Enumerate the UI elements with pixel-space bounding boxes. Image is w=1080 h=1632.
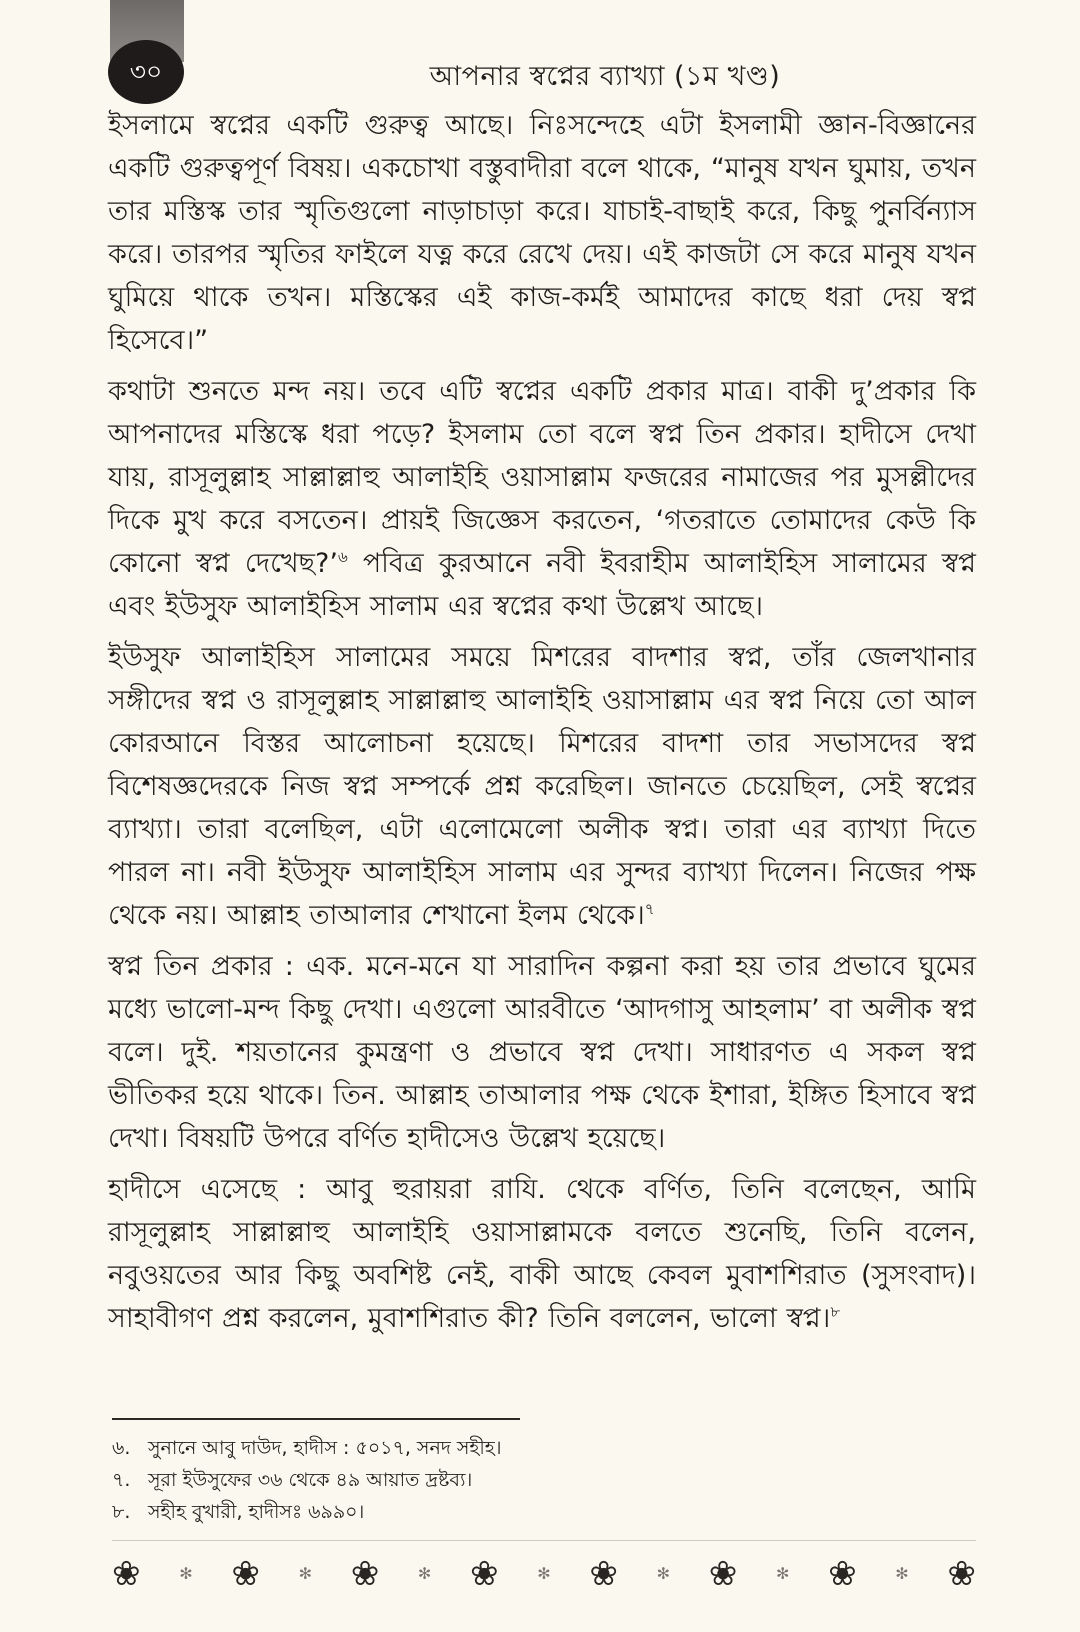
footnote-number: ৬.	[112, 1437, 131, 1459]
footnote-number: ৭.	[112, 1469, 131, 1491]
small-flower-ornament-icon: ✻	[656, 1564, 670, 1583]
footnote-6	[112, 1432, 972, 1464]
paragraph-text: স্বপ্ন তিন প্রকার : এক. মনে-মনে যা সারাদিন কল্পনা করা হয় তার প্রভাবে ঘুমের মধ্যে ভালো-মন্দ কিছু দেখা। এগুলো আরবীতে ‘আদগাসু আহলাম’ বা অলীক স্বপ্ন বলে। দুই. শয়তানের কুমন্ত্রণা ও প্রভাবে স্বপ্ন দেখা। সাধারণত এ সকল স্বপ্ন ভীতিকর হয়ে থাকে। তিন. আল্লাহ তাআলার পক্ষ থেকে ইশারা, ইঙ্গিত হিসাবে স্বপ্ন দেখা। বিষয়টি উপরে বর্ণিত হাদীসেও উল্লেখ হয়েছে।	[108, 951, 976, 1154]
footnote-number: ৮.	[112, 1501, 131, 1523]
small-flower-ornament-icon: ✻	[417, 1564, 432, 1583]
paragraph-5	[108, 1168, 976, 1340]
footnote-text: সহীহ বুখারী, হাদীসঃ ৬৯৯০।	[148, 1501, 365, 1523]
footnote-ref-6[interactable]: ৬	[337, 548, 348, 566]
flower-ornament-icon: ❀	[350, 1554, 380, 1594]
paragraph-text: ইসলামে স্বপ্নের একটি গুরুত্ব আছে। নিঃসন্দেহে এটা ইসলামী জ্ঞান-বিজ্ঞানের একটি গুরুত্বপূর্ণ বিষয়। একচোখা বস্তুবাদীরা বলে থাকে, “মানুষ যখন ঘুমায়, তখন তার মস্তিস্ক তার স্মৃতিগুলো নাড়াচাড়া করে। যাচাই-বাছাই করে, কিছু পুনর্বিন্যাস করে। তারপর স্মৃতির ফাইলে যত্ন করে রেখে দেয়। এই কাজটা সে করে মানুষ যখন ঘুমিয়ে থাকে তখন। মস্তিস্কের এই কাজ-কর্মই আমাদের কাছে ধরা দেয় স্বপ্ন হিসেবে।”	[108, 110, 976, 356]
flower-ornament-icon: ❀	[231, 1554, 260, 1594]
paragraph-text: হাদীসে এসেছে : আবু হুরায়রা রাযি. থেকে বর্ণিত, তিনি বলেছেন, আমি রাসূলুল্লাহ সাল্লাল্লাহু আলাইহি ওয়াসাল্লামকে বলতে শুনেছি, তিনি বলেন, নবুওয়তের আর কিছু অবশিষ্ট নেই, বাকী আছে কেবল মুবাশশিরাত (সুসংবাদ)। সাহাবীগণ প্রশ্ন করলেন, মুবাশশিরাত কী? তিনি বললেন, ভালো স্বপ্ন।	[108, 1174, 976, 1334]
paragraph-1	[108, 104, 976, 362]
footnote-ref-7[interactable]: ৭	[644, 900, 655, 918]
flower-ornament-icon: ❀	[470, 1554, 499, 1594]
paragraph-3	[108, 636, 976, 937]
small-flower-ornament-icon: ✻	[179, 1564, 193, 1583]
paragraph-text: কথাটা শুনতে মন্দ নয়। তবে এটি স্বপ্নের একটি প্রকার মাত্র। বাকী দু’প্রকার কি আপনাদের মস্তিস্কে ধরা পড়ে? ইসলাম তো বলে স্বপ্ন তিন প্রকার। হাদীসে দেখা যায়, রাসূলুল্লাহ সাল্লাল্লাহু আলাইহি ওয়াসাল্লাম ফজরের নামাজের পর মুসল্লীদের দিকে মুখ করে বসতেন। প্রায়ই জিজ্ঞেস করতেন, ‘গতরাতে তোমাদের কেউ কি কোনো স্বপ্ন দেখেছ?’	[108, 376, 976, 579]
flower-ornament-icon: ❀	[589, 1554, 618, 1594]
footnotes	[112, 1432, 972, 1528]
footnote-7	[112, 1464, 972, 1496]
paragraph-4	[108, 945, 976, 1160]
paragraph-2	[108, 370, 976, 628]
page-number-badge: ৩০	[108, 40, 184, 104]
footnote-text: সূরা ইউসুফের ৩৬ থেকে ৪৯ আয়াত দ্রষ্টব্য।	[148, 1469, 473, 1491]
paragraph-text-continued: পবিত্র কুরআনে নবী ইবরাহীম আলাইহিস সালামের স্বপ্ন এবং ইউসুফ আলাইহিস সালাম এর স্বপ্নের কথা উল্লেখ আছে।	[108, 548, 977, 622]
paragraph-text: ইউসুফ আলাইহিস সালামের সময়ে মিশরের বাদশার স্বপ্ন, তাঁর জেলখানার সঙ্গীদের স্বপ্ন ও রাসূলুল্লাহ সাল্লাল্লাহু আলাইহি ওয়াসাল্লাম এর স্বপ্ন নিয়ে তো আল কোরআনে বিস্তর আলোচনা হয়েছে। মিশরের বাদশা তার সভাসদের স্বপ্ন বিশেষজ্ঞদেরকে নিজ স্বপ্ন সম্পর্কে প্রশ্ন করেছিল। জানতে চেয়েছিল, সেই স্বপ্নের ব্যাখ্যা। তারা বলেছিল, এটা এলোমেলো অলীক স্বপ্ন। তারা এর ব্যাখ্যা দিতে পারল না। নবী ইউসুফ আলাইহিস সালাম এর সুন্দর ব্যাখ্যা দিলেন। নিজের পক্ষ থেকে নয়। আল্লাহ তাআলার শেখানো ইলম থেকে।	[108, 642, 976, 931]
flower-ornament-icon: ❀	[828, 1554, 857, 1594]
footnote-text: সুনানে আবু দাউদ, হাদীস : ৫০১৭, সনদ সহীহ।	[148, 1437, 502, 1459]
flower-ornament-icon: ❀	[947, 1554, 976, 1594]
footnote-divider	[112, 1418, 520, 1420]
footnote-8	[112, 1496, 972, 1528]
small-flower-ornament-icon: ✻	[775, 1564, 790, 1583]
small-flower-ornament-icon: ✻	[537, 1564, 551, 1583]
footnote-ref-8[interactable]: ৮	[830, 1303, 841, 1321]
body-text	[108, 104, 976, 1348]
running-title: আপনার স্বপ্নের ব্যাখ্যা (১ম খণ্ড)	[429, 61, 781, 92]
flower-ornament-icon: ❀	[708, 1554, 738, 1594]
floral-border-ornament	[112, 1540, 976, 1607]
small-flower-ornament-icon: ✻	[298, 1564, 312, 1583]
small-flower-ornament-icon: ✻	[895, 1564, 909, 1583]
flower-ornament-icon: ❀	[112, 1554, 141, 1594]
